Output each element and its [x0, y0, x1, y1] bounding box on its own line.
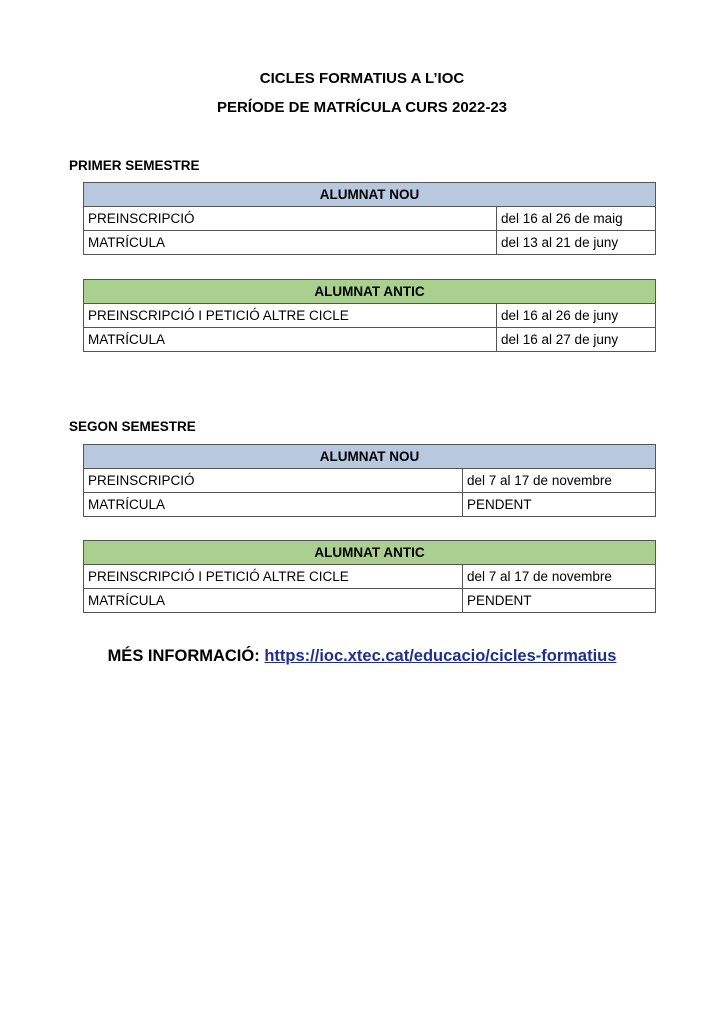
date-cell: del 7 al 17 de novembre — [463, 469, 656, 493]
schedule-table-new-students-s1 — [83, 182, 656, 255]
step-cell: MATRÍCULA — [84, 231, 497, 255]
date-cell: PENDENT — [463, 493, 656, 517]
table-header: ALUMNAT ANTIC — [84, 280, 656, 304]
table-row — [84, 565, 656, 589]
table-row — [84, 207, 656, 231]
table-row — [84, 231, 656, 255]
date-cell: del 16 al 26 de juny — [497, 304, 656, 328]
date-cell: del 16 al 27 de juny — [497, 328, 656, 352]
step-cell: PREINSCRIPCIÓ — [84, 469, 463, 493]
table-row — [84, 469, 656, 493]
date-cell: PENDENT — [463, 589, 656, 613]
more-info-label: MÉS INFORMACIÓ: — [107, 647, 260, 665]
step-cell: MATRÍCULA — [84, 328, 497, 352]
table-row — [84, 304, 656, 328]
table-row — [84, 493, 656, 517]
more-info — [0, 647, 724, 666]
table-header: ALUMNAT NOU — [84, 445, 656, 469]
more-info-link[interactable]: https://ioc.xtec.cat/educacio/cicles-formatius — [264, 647, 617, 665]
schedule-table-returning-students-s1 — [83, 279, 656, 352]
step-cell: PREINSCRIPCIÓ I PETICIÓ ALTRE CICLE — [84, 304, 497, 328]
schedule-table-new-students-s2 — [83, 444, 656, 517]
table-row — [84, 589, 656, 613]
table-header: ALUMNAT ANTIC — [84, 541, 656, 565]
schedule-table-returning-students-s2 — [83, 540, 656, 613]
table-row — [84, 328, 656, 352]
step-cell: MATRÍCULA — [84, 589, 463, 613]
date-cell: del 7 al 17 de novembre — [463, 565, 656, 589]
document-subtitle: PERÍODE DE MATRÍCULA CURS 2022-23 — [216, 99, 508, 116]
date-cell: del 16 al 26 de maig — [497, 207, 656, 231]
date-cell: del 13 al 21 de juny — [497, 231, 656, 255]
step-cell: PREINSCRIPCIÓ I PETICIÓ ALTRE CICLE — [84, 565, 463, 589]
semester-heading: SEGON SEMESTRE — [69, 419, 196, 434]
table-header: ALUMNAT NOU — [84, 183, 656, 207]
document-title: CICLES FORMATIUS A L’IOC — [259, 70, 465, 87]
step-cell: PREINSCRIPCIÓ — [84, 207, 497, 231]
semester-heading: PRIMER SEMESTRE — [69, 158, 200, 173]
step-cell: MATRÍCULA — [84, 493, 463, 517]
